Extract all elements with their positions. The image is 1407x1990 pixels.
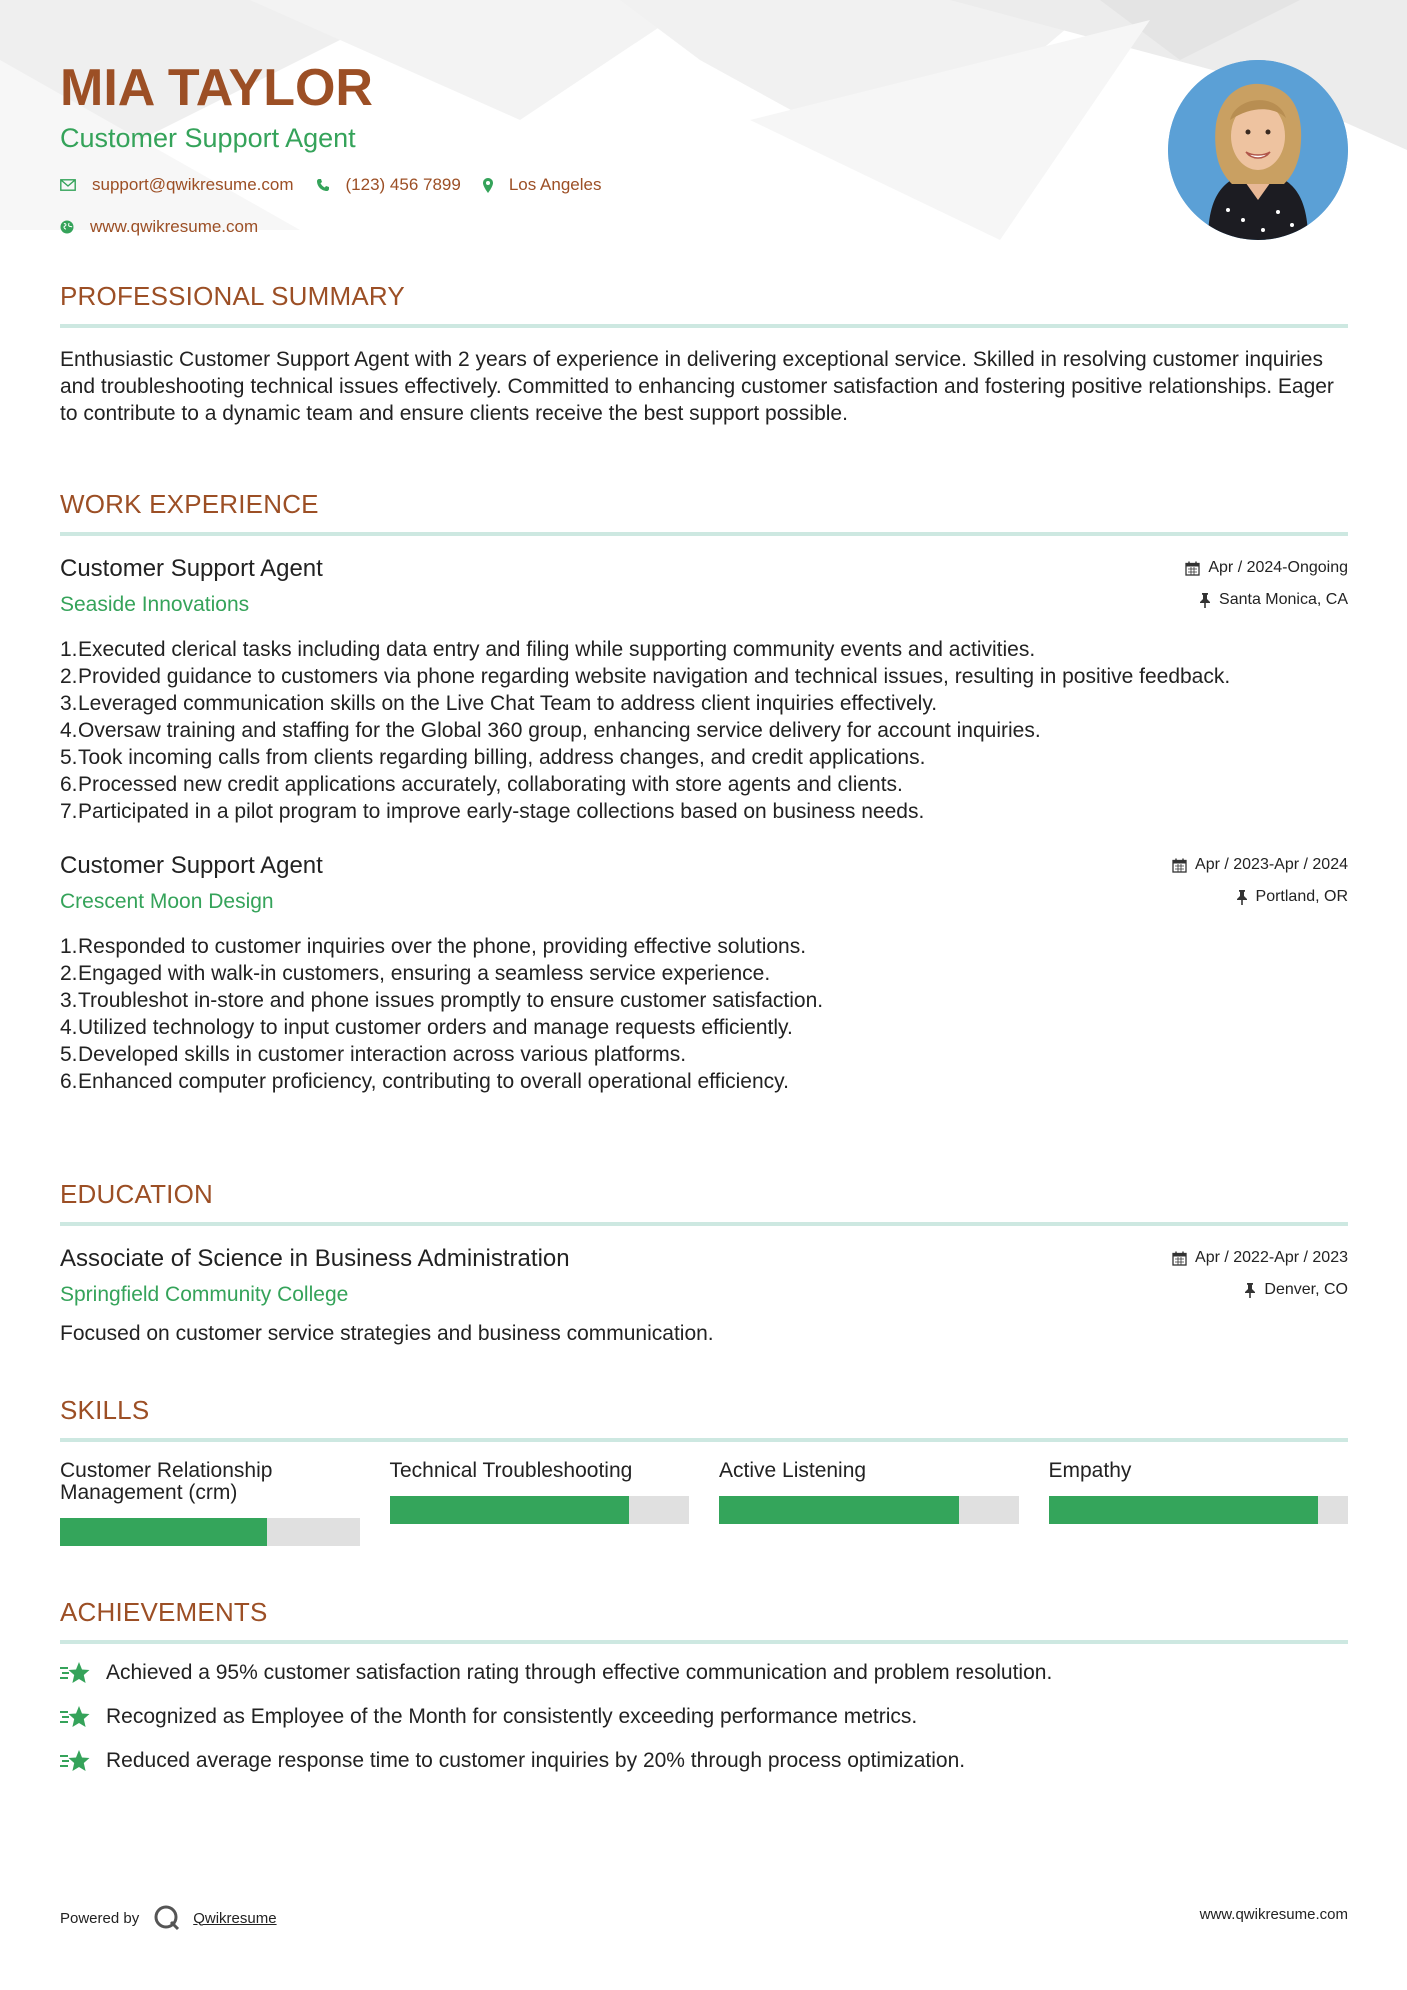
email-text: support@qwikresume.com <box>92 175 294 194</box>
job-bullets <box>60 636 1348 825</box>
job-location <box>1199 591 1348 609</box>
job-header <box>60 554 1348 628</box>
list-item: 6. Enhanced computer proficiency, contributing to overall operational efficiency. <box>60 1070 789 1093</box>
list-item: 7. Participated in a pilot program to improve early-stage collections based on business needs. <box>60 800 925 823</box>
list-item: 3. Troubleshot in-store and phone issues promptly to ensure customer satisfaction. <box>60 989 824 1012</box>
resume-header <box>60 58 1060 240</box>
pushpin-icon <box>1236 890 1248 905</box>
summary-heading: PROFESSIONAL SUMMARY <box>60 281 405 311</box>
experience-section <box>60 488 1348 1095</box>
section-divider <box>60 1640 1348 1644</box>
achievements-heading: ACHIEVEMENTS <box>60 1597 268 1627</box>
star-badge-icon <box>60 1749 90 1773</box>
job-location-text: Portland, OR <box>1255 888 1348 905</box>
list-item: 5. Developed skills in customer interaction across various platforms. <box>60 1043 687 1066</box>
phone-item[interactable] <box>316 175 461 195</box>
job-entry <box>60 554 1348 825</box>
summary-text: Enthusiastic Customer Support Agent with 2 years of experience in delivering exceptional service. Skilled in resolving customer inquiries and troubleshooting technical issues effectively. Committed to enhancing customer satisfaction and fostering positive relationships. Eager to contribute to a dynamic team and ensure clients receive the best support possible. <box>60 348 1334 425</box>
email-item[interactable] <box>60 175 294 195</box>
footer-url[interactable]: www.qwikresume.com <box>1199 1906 1348 1923</box>
powered-by-label: Powered by <box>60 1909 140 1927</box>
skill-item <box>390 1460 690 1546</box>
job-dates-text: Apr / 2024-Ongoing <box>1208 559 1348 576</box>
location-text: Los Angeles <box>508 175 602 194</box>
achievement-item <box>60 1746 1348 1776</box>
pushpin-icon <box>1244 1283 1256 1298</box>
education-section <box>60 1178 1348 1347</box>
achievement-text: Reduced average response time to customer inquiries by 20% through process optimization. <box>106 1749 966 1772</box>
job-dates-text: Apr / 2023-Apr / 2024 <box>1195 856 1348 873</box>
achievement-item <box>60 1658 1348 1688</box>
job-location <box>1236 888 1348 906</box>
section-divider <box>60 1438 1348 1442</box>
footer <box>60 1900 1348 1930</box>
education-dates <box>1172 1249 1348 1267</box>
job-bullets <box>60 933 1348 1095</box>
qwikresume-logo-icon <box>153 1904 181 1932</box>
education-dates-text: Apr / 2022-Apr / 2023 <box>1195 1249 1348 1266</box>
skill-name: Empathy <box>1048 1459 1132 1482</box>
map-marker-icon <box>483 178 493 193</box>
skill-bar <box>390 1496 690 1524</box>
education-location-text: Denver, CO <box>1264 1281 1348 1298</box>
achievement-item <box>60 1702 1348 1732</box>
job-dates <box>1172 856 1348 874</box>
skill-bar <box>719 1496 1019 1524</box>
envelope-icon <box>60 179 76 191</box>
list-item: 5. Took incoming calls from clients regarding billing, address changes, and credit applications. <box>60 746 926 769</box>
phone-text: (123) 456 7899 <box>345 175 461 194</box>
skill-item <box>60 1460 360 1546</box>
list-item: 1. Responded to customer inquiries over the phone, providing effective solutions. <box>60 935 807 958</box>
list-item: 2. Provided guidance to customers via phone regarding website navigation and technical issues, resulting in positive feedback. <box>60 665 1231 688</box>
calendar-icon <box>1185 561 1200 576</box>
section-divider <box>60 532 1348 536</box>
skill-bar-fill <box>390 1496 630 1524</box>
list-item: 2. Engaged with walk-in customers, ensuring a seamless service experience. <box>60 962 771 985</box>
degree-title: Associate of Science in Business Administration <box>60 1245 570 1272</box>
website-row <box>60 214 1060 240</box>
list-item: 6. Processed new credit applications accurately, collaborating with store agents and clients. <box>60 773 903 796</box>
job-company: Seaside Innovations <box>60 593 250 616</box>
list-item: 1. Executed clerical tasks including data entry and filing while supporting community events and activities. <box>60 638 1036 661</box>
skill-name: Technical Troubleshooting <box>389 1459 633 1482</box>
job-entry <box>60 851 1348 1095</box>
education-entry <box>60 1244 1348 1347</box>
list-item: 3. Leveraged communication skills on the Live Chat Team to address client inquiries effectively. <box>60 692 938 715</box>
job-company: Crescent Moon Design <box>60 890 274 913</box>
skill-item <box>1049 1460 1349 1546</box>
job-header <box>60 851 1348 925</box>
candidate-name: MIA TAYLOR <box>60 59 373 117</box>
skills-section <box>60 1394 1348 1546</box>
skill-bar <box>1049 1496 1349 1524</box>
globe-icon <box>60 220 74 234</box>
profile-photo <box>1168 60 1348 240</box>
summary-section <box>60 280 1348 427</box>
achievements-section <box>60 1596 1348 1776</box>
job-location-text: Santa Monica, CA <box>1219 591 1348 608</box>
star-badge-icon <box>60 1661 90 1685</box>
skill-bar <box>60 1518 360 1546</box>
location-item <box>483 175 602 195</box>
skill-item <box>719 1460 1019 1546</box>
education-heading: EDUCATION <box>60 1179 213 1209</box>
job-dates <box>1185 559 1348 577</box>
qwikresume-link[interactable]: Qwikresume <box>193 1909 277 1927</box>
skills-heading: SKILLS <box>60 1395 150 1425</box>
achievement-text: Recognized as Employee of the Month for consistently exceeding performance metrics. <box>106 1705 918 1728</box>
star-badge-icon <box>60 1705 90 1729</box>
achievement-text: Achieved a 95% customer satisfaction rating through effective communication and problem resolution. <box>106 1661 1053 1684</box>
section-divider <box>60 324 1348 328</box>
experience-heading: WORK EXPERIENCE <box>60 489 319 519</box>
calendar-icon <box>1172 1251 1187 1266</box>
job-title: Customer Support Agent <box>60 852 323 879</box>
portrait-illustration <box>1168 60 1348 240</box>
school-name: Springfield Community College <box>60 1283 349 1306</box>
skill-bar-fill <box>60 1518 267 1546</box>
skill-name: Active Listening <box>719 1459 867 1482</box>
job-title: Customer Support Agent <box>60 555 323 582</box>
skill-bar-fill <box>719 1496 959 1524</box>
list-item: 4. Oversaw training and staffing for the Global 360 group, enhancing service delivery for account inquiries. <box>60 719 1041 742</box>
website-text: www.qwikresume.com <box>90 217 259 236</box>
website-item[interactable] <box>60 217 258 237</box>
education-description: Focused on customer service strategies and business communication. <box>60 1322 714 1345</box>
powered-by <box>60 1904 277 1932</box>
phone-icon <box>316 178 330 192</box>
calendar-icon <box>1172 858 1187 873</box>
skill-name: Customer Relationship Management (crm) <box>60 1459 273 1504</box>
list-item: 4. Utilized technology to input customer orders and manage requests efficiently. <box>60 1016 793 1039</box>
skill-bar-fill <box>1049 1496 1319 1524</box>
skills-grid <box>60 1460 1348 1546</box>
candidate-title: Customer Support Agent <box>60 123 356 153</box>
contact-row <box>60 172 1060 198</box>
section-divider <box>60 1222 1348 1226</box>
education-location <box>1244 1281 1348 1299</box>
pushpin-icon <box>1199 593 1211 608</box>
education-header <box>60 1244 1348 1318</box>
